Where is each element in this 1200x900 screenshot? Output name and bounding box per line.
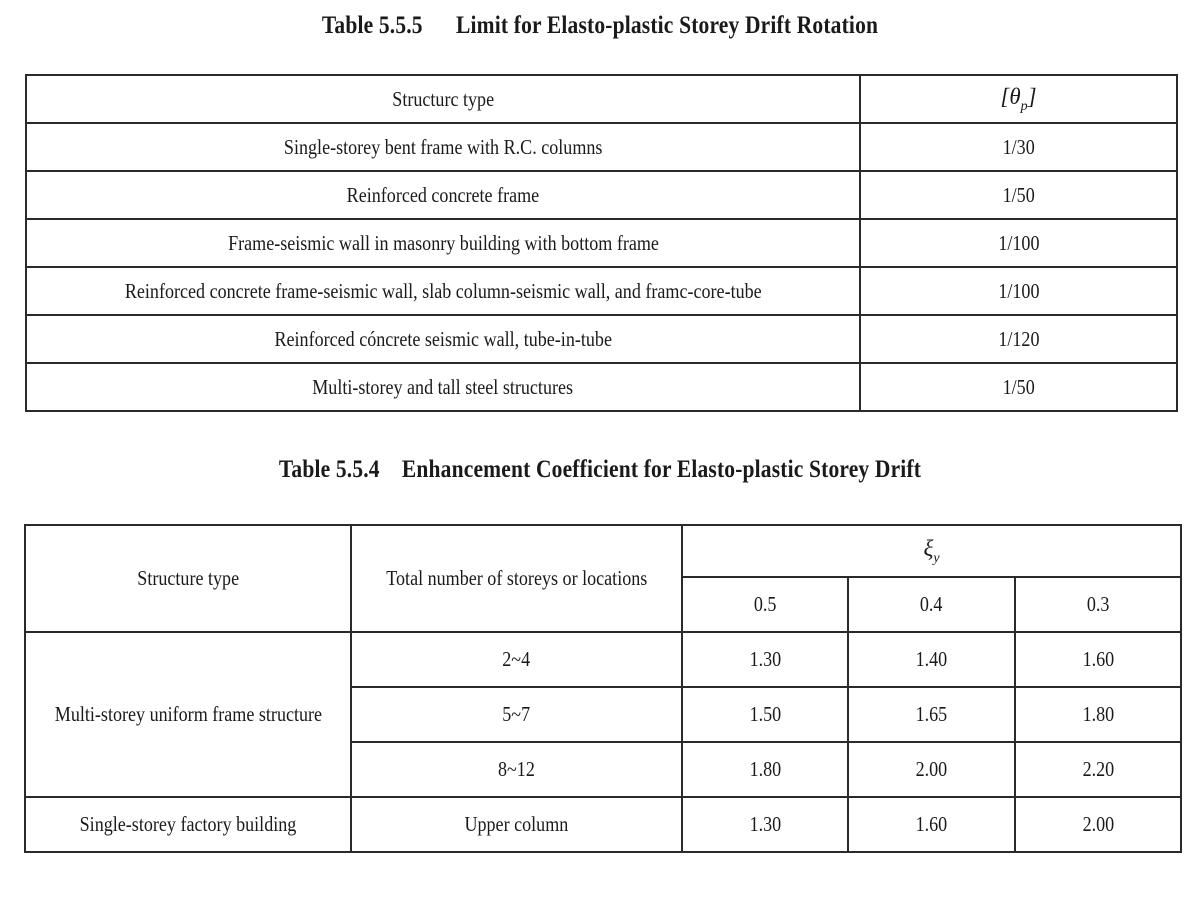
table-row bbox=[26, 315, 1177, 363]
header-structure-type: Structure type bbox=[25, 525, 351, 632]
coefficient-cell: 1.40 bbox=[848, 632, 1015, 687]
limit-cell: 1/120 bbox=[860, 315, 1177, 363]
header-theta-p bbox=[860, 75, 1177, 123]
xi-value-cell: 0.3 bbox=[1015, 577, 1181, 632]
table-row bbox=[26, 267, 1177, 315]
structure-cell: Frame-seismic wall in masonry building with bottom frame bbox=[26, 219, 860, 267]
table-554-caption: Table 5.5.4 Enhancement Coefficient for Elasto-plastic Storey Drift bbox=[278, 456, 922, 483]
structure-cell: Multi-storey and tall steel structures bbox=[26, 363, 860, 411]
enhancement-coefficient-table bbox=[24, 524, 1182, 853]
location-cell: 8~12 bbox=[351, 742, 682, 797]
limit-cell: 1/50 bbox=[860, 171, 1177, 219]
drift-rotation-limit-table bbox=[25, 74, 1178, 412]
table-row bbox=[26, 363, 1177, 411]
table-row bbox=[26, 171, 1177, 219]
coefficient-cell: 1.60 bbox=[848, 797, 1015, 852]
coefficient-cell: 1.80 bbox=[1015, 687, 1181, 742]
coefficient-cell: 1.65 bbox=[848, 687, 1015, 742]
structure-cell: Single-storey bent frame with R.C. columns bbox=[26, 123, 860, 171]
coefficient-cell: 1.80 bbox=[682, 742, 848, 797]
coefficient-cell: 2.20 bbox=[1015, 742, 1181, 797]
location-cell: 5~7 bbox=[351, 687, 682, 742]
table-row bbox=[26, 219, 1177, 267]
limit-cell: 1/50 bbox=[860, 363, 1177, 411]
header-storeys-locations: Total number of storeys or locations bbox=[351, 525, 682, 632]
table-row bbox=[25, 797, 1181, 852]
structure-cell: Reinforced concrete frame bbox=[26, 171, 860, 219]
coefficient-cell: 1.50 bbox=[682, 687, 848, 742]
header-structure-type: Structurc type bbox=[26, 75, 860, 123]
table-row bbox=[26, 123, 1177, 171]
coefficient-cell: 2.00 bbox=[1015, 797, 1181, 852]
table-header-row bbox=[25, 525, 1181, 577]
structure-cell: Reinforced cóncrete seismic wall, tube-in-tube bbox=[26, 315, 860, 363]
limit-cell: 1/100 bbox=[860, 219, 1177, 267]
xi-y-symbol: $\xi_y$ bbox=[923, 535, 940, 566]
limit-cell: 1/100 bbox=[860, 267, 1177, 315]
coefficient-cell: 1.30 bbox=[682, 632, 848, 687]
header-xi-y bbox=[682, 525, 1181, 577]
location-cell: Upper column bbox=[351, 797, 682, 852]
table-row bbox=[25, 632, 1181, 687]
location-cell: 2~4 bbox=[351, 632, 682, 687]
structure-cell: Multi-storey uniform frame structure bbox=[25, 632, 351, 797]
structure-cell: Single-storey factory building bbox=[25, 797, 351, 852]
table-header-row bbox=[26, 75, 1177, 123]
coefficient-cell: 1.30 bbox=[682, 797, 848, 852]
limit-cell: 1/30 bbox=[860, 123, 1177, 171]
coefficient-cell: 1.60 bbox=[1015, 632, 1181, 687]
xi-value-cell: 0.4 bbox=[848, 577, 1015, 632]
xi-value-cell: 0.5 bbox=[682, 577, 848, 632]
theta-p-symbol: $[\theta_p]$ bbox=[1000, 83, 1037, 114]
table-555-caption: Table 5.5.5 Limit for Elasto-plastic Storey Drift Rotation bbox=[321, 12, 879, 39]
structure-cell: Reinforced concrete frame-seismic wall, slab column-seismic wall, and framc-core-tube bbox=[26, 267, 860, 315]
coefficient-cell: 2.00 bbox=[848, 742, 1015, 797]
